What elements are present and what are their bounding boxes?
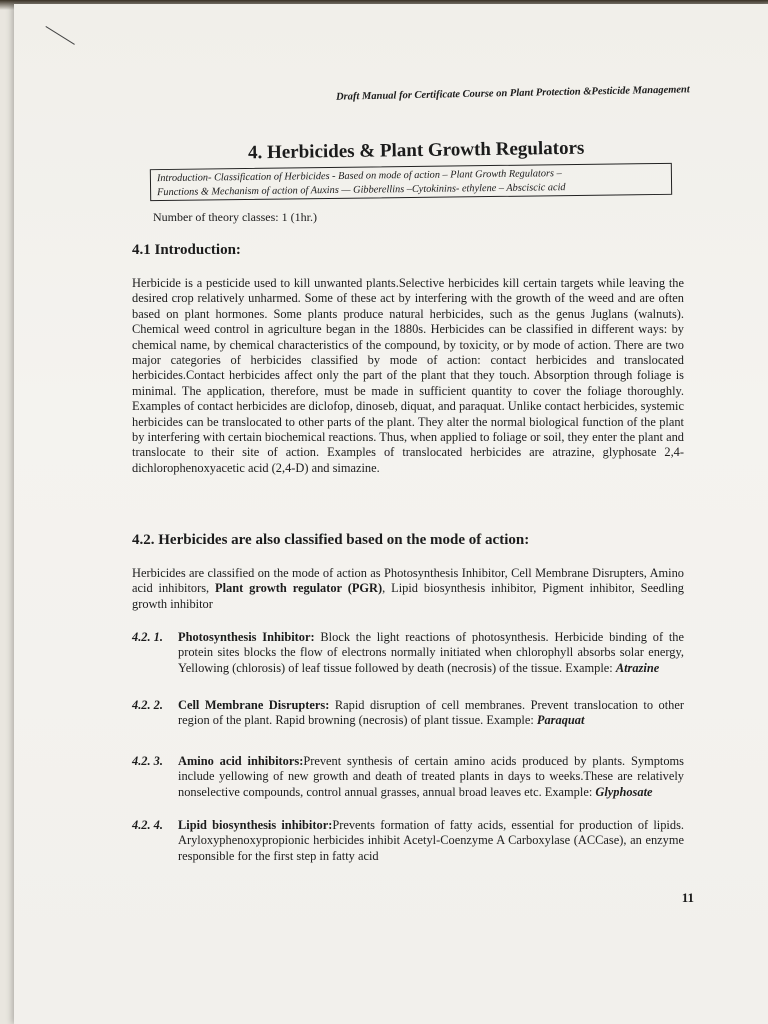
item-example: Atrazine: [615, 660, 660, 675]
mode-of-action-intro: [132, 566, 684, 612]
list-item-lipid-biosynthesis-inhibitor: [132, 818, 684, 864]
item-number: 4.2. 1.: [132, 630, 163, 644]
item-text: Rapid disruption of cell membranes. Prevent translocation to other region of the plant. Rapid browning (necrosis) of plant tissue. Example:: [178, 698, 684, 728]
introduction-paragraph: Herbicide is a pesticide used to kill unwanted plants.Selective herbicides kill certain targets while leaving the desired crop relatively unharmed. Some of these act by interfering with the growth of the weed and are often based on plant hormones. Some plants produce natural herbicides, such as the genus Juglans (walnuts). Chemical weed control in agriculture began in the 1880s. Herbicides can be classified in different ways: by chemical name, by chemical characteristics of the compound, by toxicity, or by mode of action. There are two major categories of herbicides classified by mode of action: contact herbicides and translocated herbicides.Contact herbicides affect only the part of the plant that they touch. Absorption through foliage is minimal. The application, therefore, must be made in sufficient quantity to cover the foliage thoroughly. Examples of contact herbicides are diclofop, dinoseb, diquat, and paraquat. Unlike contact herbicides, systemic herbicides can be translocated to other parts of the plant. They alter the normal biological function of the plant by interfering with certain biochemical reactions. Thus, when applied to foliage or soil, they enter the plant and translocate to their site of action. Examples of translocated herbicides are atrazine, glyphosate 2,4-dichlorophenoxyacetic acid (2,4-D) and simazine.: [132, 276, 684, 475]
intro-bold-pgr: Plant growth regulator (PGR): [215, 581, 383, 596]
item-term: Amino acid inhibitors:: [178, 754, 304, 768]
item-text: Prevents formation of fatty acids, essential for production of lipids. Aryloxyphenoxypropionic herbicides inhibit Acetyl-Coenzyme A Carboxylase (ACCase), an enzyme responsible for the first step in fatty acid: [178, 818, 684, 863]
item-example: Paraquat: [536, 713, 585, 728]
section-heading-mode-of-action: 4.2. Herbicides are also classified based on the mode of action:: [132, 532, 530, 548]
list-item-amino-acid-inhibitors: [132, 754, 684, 800]
item-term: Lipid biosynthesis inhibitor:: [178, 818, 333, 832]
list-item-cell-membrane-disrupters: [132, 698, 684, 729]
list-item-photosynthesis-inhibitor: [132, 630, 684, 676]
item-term: Photosynthesis Inhibitor:: [178, 630, 315, 644]
theory-classes-note: Number of theory classes: 1 (1hr.): [153, 210, 317, 224]
running-header: Draft Manual for Certificate Course on Plant Protection &Pesticide Management: [336, 84, 691, 103]
item-example: Glyphosate: [595, 784, 653, 799]
item-number: 4.2. 2.: [132, 698, 163, 712]
item-term: Cell Membrane Disrupters:: [178, 698, 330, 712]
page-number: 11: [681, 890, 694, 905]
item-text: Prevent synthesis of certain amino acids produced by plants. Symptoms include yellowing of new growth and death of treated plants in days to weeks.These are relatively nonselective compounds, control annual grasses, annual broad leaves etc. Example:: [178, 754, 685, 799]
topics-line-2: Functions & Mechanism of action of Auxins — Gibberellins –Cytokinins- ethylene – Absciscic acid: [157, 182, 566, 199]
chapter-topics-box: [150, 163, 672, 201]
section-heading-introduction: 4.1 Introduction:: [132, 242, 241, 258]
item-text: Block the light reactions of photosynthesis. Herbicide binding of the protein sites blocks the flow of electrons normally initiated when chlorophyll absorbs solar energy, Yellowing (chlorosis) of leaf tissue followed by death (necrosis) of the tissue. Example:: [178, 630, 684, 675]
topics-line-1: Introduction- Classification of Herbicides - Based on mode of action – Plant Growth Regulators –: [156, 168, 562, 185]
intro-text-part-1: Herbicides are classified on the mode of action as Photosynthesis Inhibitor, Cell Membrane Disrupters, Amino acid inhibitors,: [132, 566, 684, 596]
pen-mark: [35, 26, 75, 62]
item-number: 4.2. 3.: [132, 754, 163, 768]
chapter-title: 4. Herbicides & Plant Growth Regulators: [247, 137, 585, 164]
intro-text-part-2: , Lipid biosynthesis inhibitor, Pigment inhibitor, Seedling growth inhibitor: [132, 581, 684, 611]
document-page: [14, 4, 768, 1024]
item-number: 4.2. 4.: [132, 818, 163, 832]
